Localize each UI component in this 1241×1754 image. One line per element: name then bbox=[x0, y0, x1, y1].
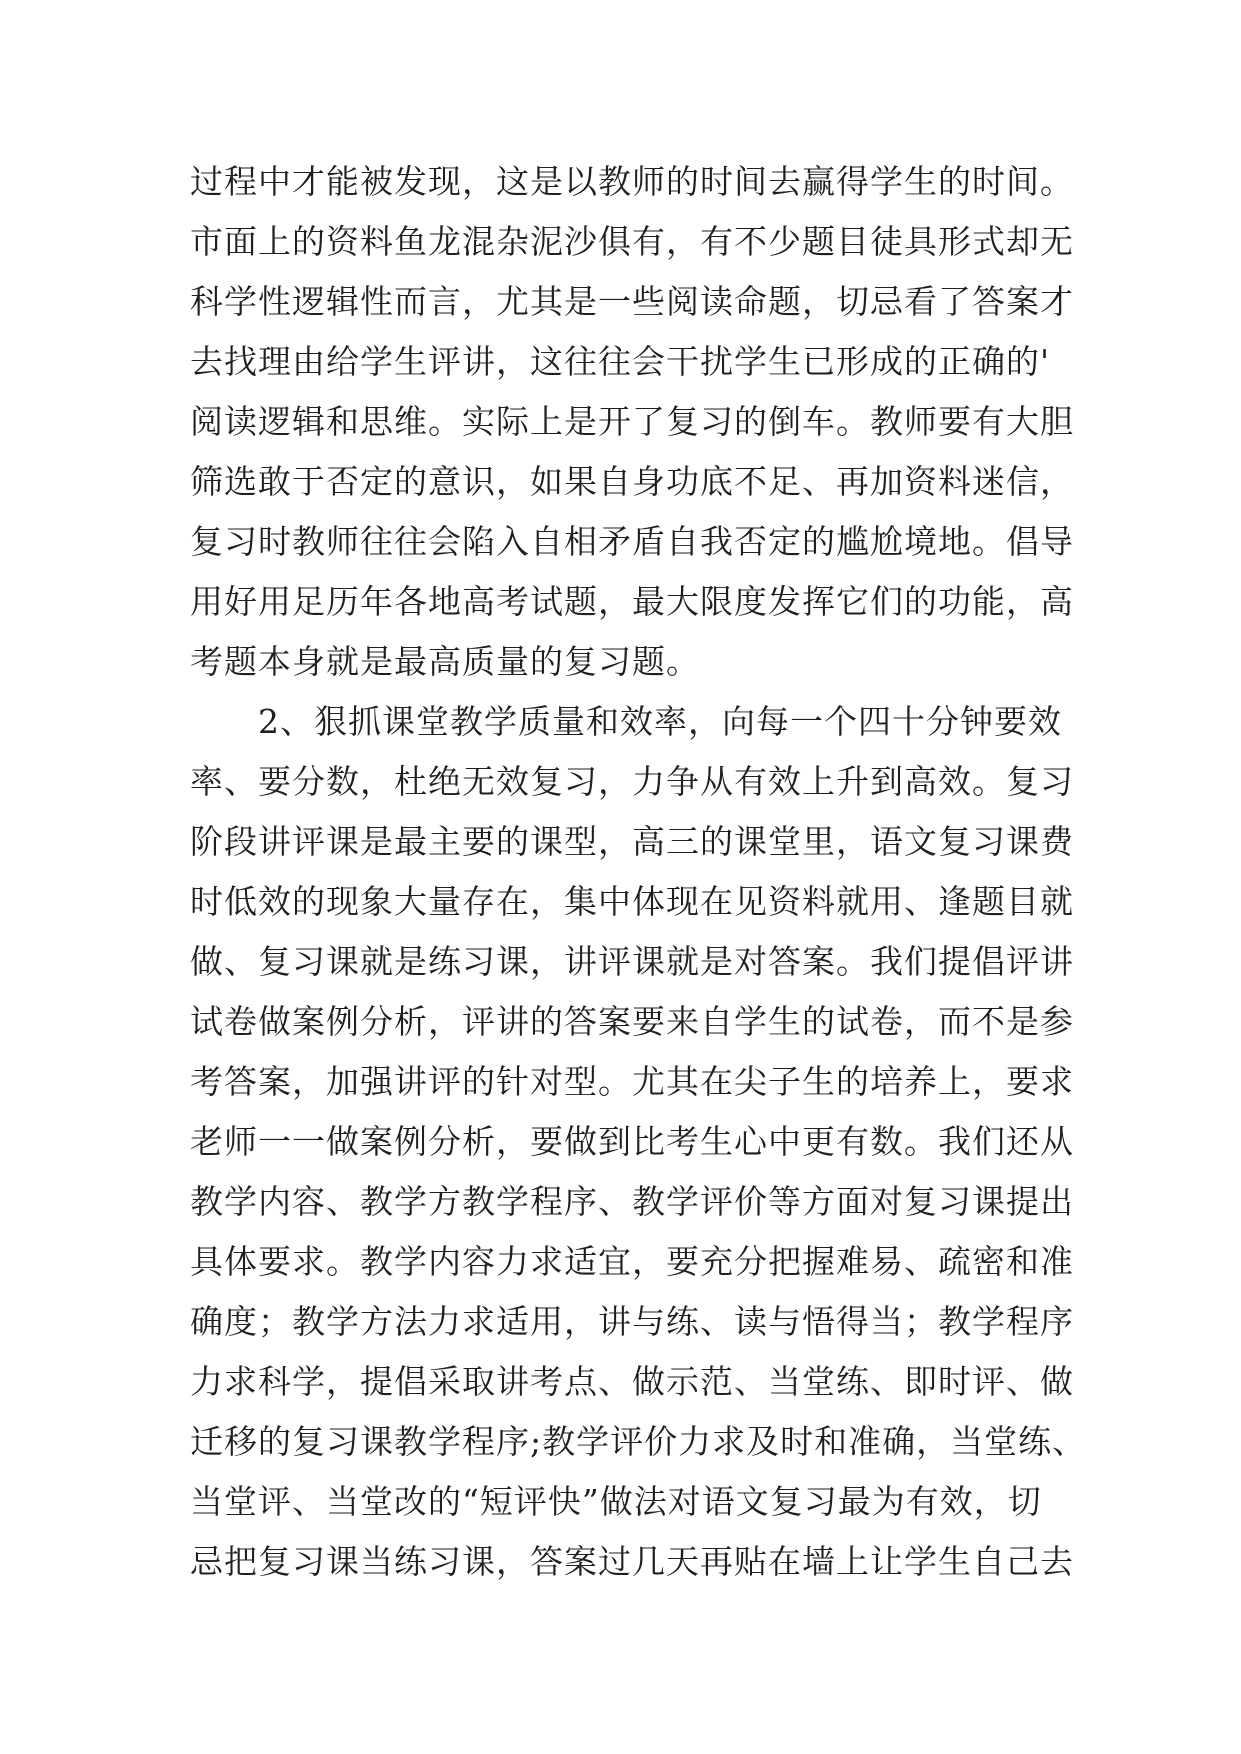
text-line: 2、狠抓课堂教学质量和效率，向每一个四十分钟要效 bbox=[190, 702, 1062, 741]
text-line: 迁移的复习课教学程序;教学评价力求及时和准确，当堂练、 bbox=[190, 1422, 1087, 1461]
text-line: 时低效的现象大量存在，集中体现在见资料就用、逢题目就 bbox=[190, 882, 1074, 921]
text-line: 具体要求。教学内容力求适宜，要充分把握难易、疏密和准 bbox=[190, 1242, 1074, 1281]
text-line: 确度；教学方法力求适用，讲与练、读与悟得当；教学程序 bbox=[190, 1302, 1074, 1341]
text-line: 用好用足历年各地高考试题，最大限度发挥它们的功能，高 bbox=[190, 582, 1074, 621]
text-line: 科学性逻辑性而言，尤其是一些阅读命题，切忌看了答案才 bbox=[190, 282, 1074, 321]
text-line: 阶段讲评课是最主要的课型，高三的课堂里，语文复习课费 bbox=[190, 822, 1074, 861]
text-line: 当堂评、当堂改的“短评快”做法对语文复习最为有效，切 bbox=[190, 1482, 1042, 1521]
text-line: 力求科学，提倡采取讲考点、做示范、当堂练、即时评、做 bbox=[190, 1362, 1074, 1401]
text-line: 市面上的资料鱼龙混杂泥沙俱有，有不少题目徒具形式却无 bbox=[190, 222, 1074, 261]
text-line: 老师一一做案例分析，要做到比考生心中更有数。我们还从 bbox=[190, 1122, 1074, 1161]
text-line: 考题本身就是最高质量的复习题。 bbox=[190, 642, 700, 681]
text-line: 教学内容、教学方教学程序、教学评价等方面对复习课提出 bbox=[190, 1182, 1074, 1221]
text-line: 筛选敢于否定的意识，如果自身功底不足、再加资料迷信， bbox=[190, 462, 1074, 501]
text-line: 试卷做案例分析，评讲的答案要来自学生的试卷，而不是参 bbox=[190, 1002, 1074, 1041]
text-line: 去找理由给学生评讲，这往往会干扰学生已形成的正确的' bbox=[190, 342, 1051, 381]
text-line: 做、复习课就是练习课，讲评课就是对答案。我们提倡评讲 bbox=[190, 942, 1074, 981]
text-line: 考答案，加强讲评的针对型。尤其在尖子生的培养上，要求 bbox=[190, 1062, 1074, 1101]
body-text bbox=[190, 152, 1087, 1592]
text-line: 率、要分数，杜绝无效复习，力争从有效上升到高效。复习 bbox=[190, 762, 1074, 801]
text-line: 过程中才能被发现，这是以教师的时间去赢得学生的时间。 bbox=[190, 162, 1074, 201]
text-line: 阅读逻辑和思维。实际上是开了复习的倒车。教师要有大胆 bbox=[190, 402, 1074, 441]
text-line: 复习时教师往往会陷入自相矛盾自我否定的尴尬境地。倡导 bbox=[190, 522, 1074, 561]
text-line: 忌把复习课当练习课，答案过几天再贴在墙上让学生自己去 bbox=[190, 1542, 1074, 1581]
